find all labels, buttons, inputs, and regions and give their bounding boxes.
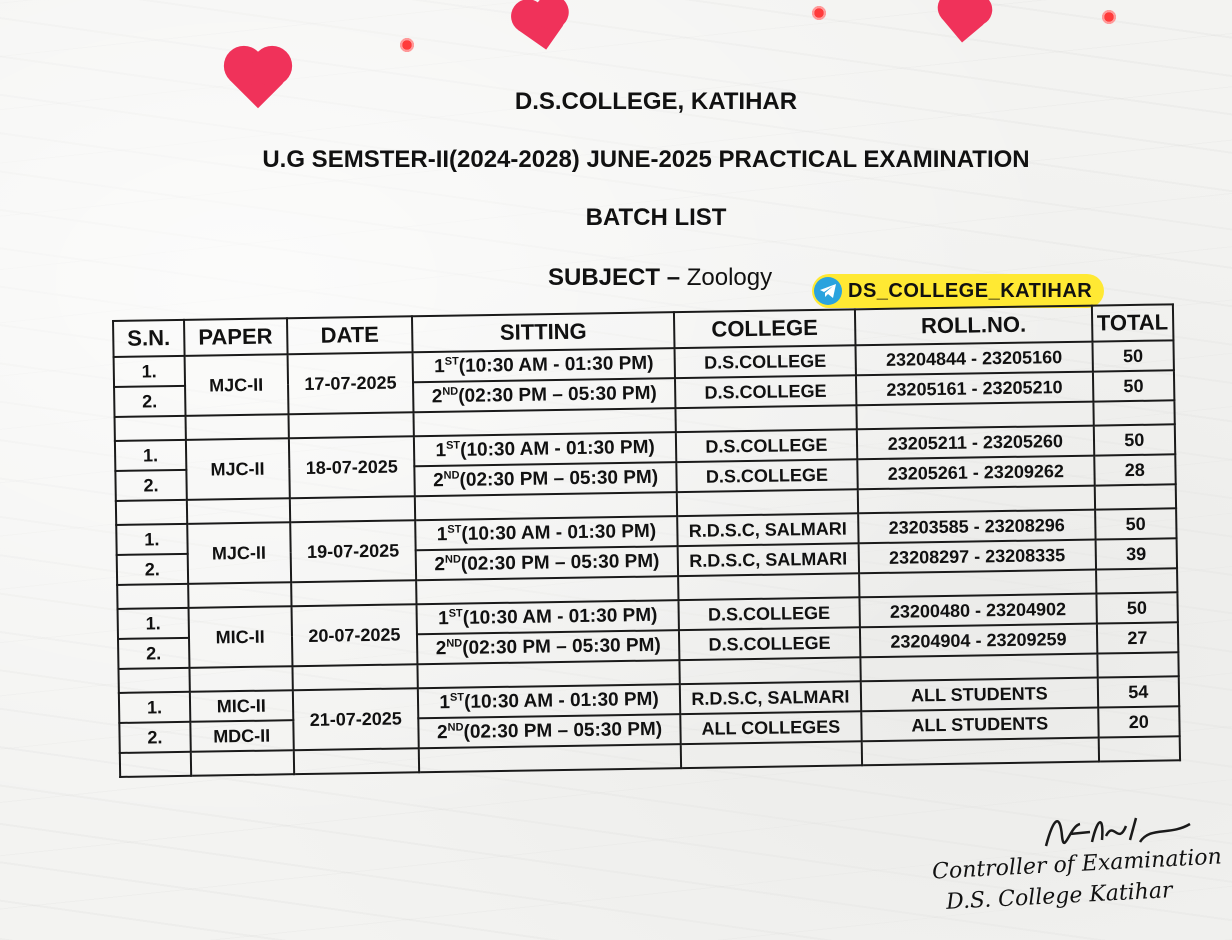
college-title: D.S.COLLEGE, KATIHAR (514, 88, 798, 115)
cell-total: 50 (1092, 340, 1174, 371)
cell-paper: MIC-II (188, 606, 292, 668)
sparkle-icon (808, 2, 830, 24)
cell-total: 39 (1095, 538, 1177, 569)
cell-roll: 23204904 - 23209259 (860, 624, 1097, 658)
header-college: COLLEGE (674, 309, 856, 348)
cell-college: R.D.S.C, SALMARI (677, 543, 859, 576)
cell-total: 50 (1096, 592, 1178, 623)
cell-total: 50 (1093, 424, 1175, 455)
cell-sn: 2. (119, 722, 190, 753)
cell-total: 54 (1097, 676, 1179, 707)
header-total: TOTAL (1092, 304, 1174, 341)
header-sn: S.N. (113, 320, 184, 357)
cell-roll: 23200480 - 23204902 (859, 594, 1096, 628)
college-seal-text: D.S. College Katihar (945, 878, 1174, 915)
header-roll: ROLL.NO. (855, 306, 1092, 346)
cell-paper: MJC-II (187, 522, 291, 584)
cell-total: 50 (1093, 370, 1175, 401)
cell-sitting: 1ST(10:30 AM - 01:30 PM) (413, 348, 675, 382)
telegram-channel-badge[interactable] (812, 274, 1104, 308)
cell-college: D.S.COLLEGE (675, 375, 857, 408)
cell-college: D.S.COLLEGE (676, 459, 858, 492)
cell-college: R.D.S.C, SALMARI (677, 513, 859, 546)
cell-roll: 23205261 - 23209262 (857, 456, 1094, 490)
cell-college: D.S.COLLEGE (676, 429, 858, 462)
cell-sn: 1. (114, 356, 185, 387)
cell-total: 27 (1097, 622, 1179, 653)
cell-college: D.S.COLLEGE (678, 597, 860, 630)
header-date: DATE (287, 316, 413, 354)
cell-college: D.S.COLLEGE (679, 627, 861, 660)
cell-sitting: 2ND(02:30 PM – 05:30 PM) (413, 378, 675, 412)
cell-roll: 23203585 - 23208296 (858, 510, 1095, 544)
cell-roll: 23205211 - 23205260 (857, 426, 1094, 460)
cell-total: 28 (1094, 454, 1176, 485)
header-sitting: SITTING (412, 312, 674, 352)
cell-sitting: 2ND(02:30 PM – 05:30 PM) (416, 546, 678, 580)
cell-sitting: 2ND(02:30 PM – 05:30 PM) (419, 714, 681, 748)
cell-roll: 23205161 - 23205210 (856, 372, 1093, 406)
cell-paper: MIC-II (190, 690, 293, 722)
telegram-icon (814, 277, 842, 305)
cell-college: ALL COLLEGES (680, 711, 862, 744)
batch-list-title: BATCH LIST (585, 204, 727, 231)
cell-date: 18-07-2025 (288, 436, 415, 498)
cell-sn: 2. (118, 638, 189, 669)
cell-date: 20-07-2025 (291, 604, 418, 666)
cell-sn: 2. (117, 554, 188, 585)
cell-roll: ALL STUDENTS (861, 678, 1098, 712)
cell-sn: 1. (116, 524, 187, 555)
subject-value: Zoology (686, 264, 773, 291)
cell-sitting: 1ST(10:30 AM - 01:30 PM) (417, 600, 679, 634)
sparkle-icon (396, 34, 418, 56)
subject-label: SUBJECT – (548, 264, 681, 291)
cell-sitting: 2ND(02:30 PM – 05:30 PM) (415, 462, 677, 496)
cell-sitting: 1ST(10:30 AM - 01:30 PM) (418, 684, 680, 718)
cell-sn: 2. (115, 470, 186, 501)
cell-date: 19-07-2025 (290, 520, 417, 582)
cell-sn: 1. (119, 692, 190, 723)
cell-paper: MJC-II (184, 354, 288, 416)
controller-of-exam-text: Controller of Examination (931, 844, 1223, 885)
cell-paper: MDC-II (190, 720, 293, 752)
cell-sitting: 1ST(10:30 AM - 01:30 PM) (414, 432, 676, 466)
cell-sn: 1. (118, 608, 189, 639)
telegram-channel-name: DS_COLLEGE_KATIHAR (848, 279, 1093, 302)
cell-sitting: 1ST(10:30 AM - 01:30 PM) (416, 516, 678, 550)
cell-roll: ALL STUDENTS (861, 708, 1098, 742)
cell-sn: 1. (115, 440, 186, 471)
cell-college: D.S.COLLEGE (674, 345, 856, 378)
subject-line (548, 264, 772, 292)
cell-roll: 23208297 - 23208335 (859, 540, 1096, 574)
cell-sn: 2. (114, 386, 185, 417)
batch-table (112, 303, 1181, 778)
cell-roll: 23204844 - 23205160 (856, 342, 1093, 376)
exam-title: U.G SEMSTER-II(2024-2028) JUNE-2025 PRACTICAL EXAMINATION (262, 146, 1030, 173)
sparkle-icon (1098, 6, 1120, 28)
header-paper: PAPER (184, 318, 287, 356)
cell-college: R.D.S.C, SALMARI (680, 681, 862, 714)
cell-date: 17-07-2025 (287, 352, 414, 414)
cell-total: 20 (1098, 706, 1180, 737)
cell-paper: MJC-II (186, 438, 290, 500)
cell-sitting: 2ND(02:30 PM – 05:30 PM) (417, 630, 679, 664)
cell-total: 50 (1095, 508, 1177, 539)
cell-date: 21-07-2025 (292, 688, 419, 750)
